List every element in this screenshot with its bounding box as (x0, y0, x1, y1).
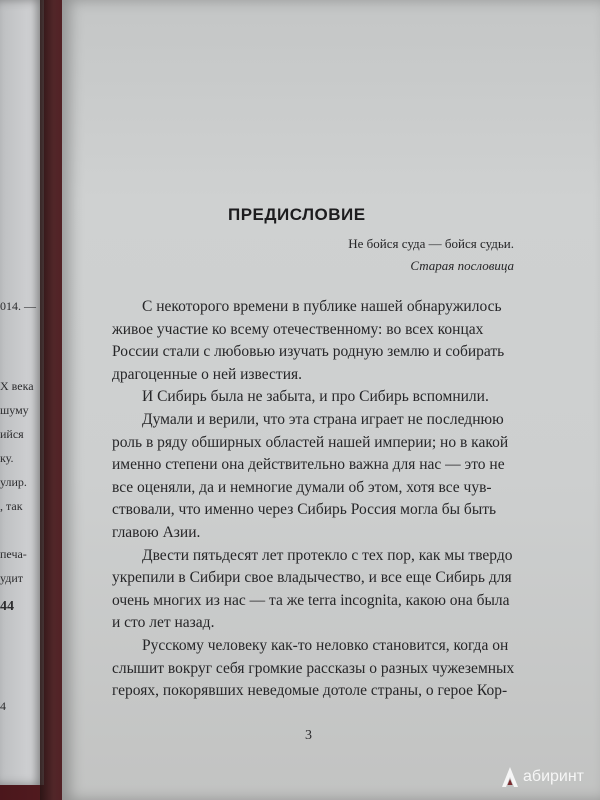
text-line: Думали и верили, что эта страна играет не последнюю (142, 410, 504, 428)
text-line: роль в ряду обширных областей нашей империи; но в какой (112, 433, 509, 451)
text-line: ствовали, что именно через Сибирь Россия могла бы быть (112, 501, 497, 519)
chapter-title: ПРЕДИСЛОВИЕ (228, 205, 366, 224)
text-line: драгоценные о ней известия. (112, 365, 303, 383)
text-line: и сто лет назад. (112, 614, 215, 632)
text-line: все оценяли, да и немногие думали об этом, хотя все чув- (112, 478, 492, 496)
left-page-fragment: , так (0, 499, 23, 513)
page-number: 3 (305, 728, 312, 743)
left-page (0, 0, 44, 785)
left-page-fragment: 44 (0, 599, 14, 614)
text-line: героях, покорявших неведомые дотоле страны, о герое Кор- (112, 682, 508, 700)
left-page-fragment: ийся (0, 427, 24, 441)
text-line: С некоторого времени в публике нашей обнаружилось (142, 298, 502, 315)
text-line: очень многих из нас — та же terra incognita, какою она была (112, 591, 510, 609)
epigraph-source: Старая пословица (410, 258, 514, 273)
text-line: Двести пятьдесят лет протекло с тех пор, как мы твердо (142, 546, 513, 564)
left-page-fragment: удит (0, 571, 24, 585)
left-page-fragment: улир. (0, 475, 27, 489)
left-page-fragment: X века (0, 379, 34, 393)
left-page-fragment: шуму (0, 403, 29, 417)
text-line: живое участие ко всему отечественному: во всех концах (112, 320, 484, 338)
left-page-fragment: печа- (0, 547, 27, 561)
epigraph-quote: Не бойся суда — бойся судьи. (348, 236, 514, 251)
left-page-fragment: ку. (0, 451, 14, 465)
text-line: России стали с любовью изучать родную землю и собирать (112, 343, 505, 361)
text-line: слышит вокруг себя громкие рассказы о разных чужеземных (112, 659, 515, 677)
text-line: укрепили в Сибири свое владычество, и все еще Сибирь для (112, 569, 512, 587)
text-line: именно степени она действительно важна для нас — это не (112, 456, 505, 474)
body-text (112, 296, 534, 703)
text-line: И Сибирь была не забыта, и про Сибирь вспомнили. (142, 388, 489, 406)
watermark (501, 766, 584, 788)
watermark-text: абиринт (523, 768, 584, 785)
left-page-fragment: 4 (0, 699, 6, 713)
left-page-fragment: 014. — (0, 299, 36, 313)
text-line: Русскому человеку как-то неловко становится, когда он (142, 636, 509, 654)
text-line: главою Азии. (112, 523, 201, 541)
labirint-logo-icon (501, 766, 519, 788)
